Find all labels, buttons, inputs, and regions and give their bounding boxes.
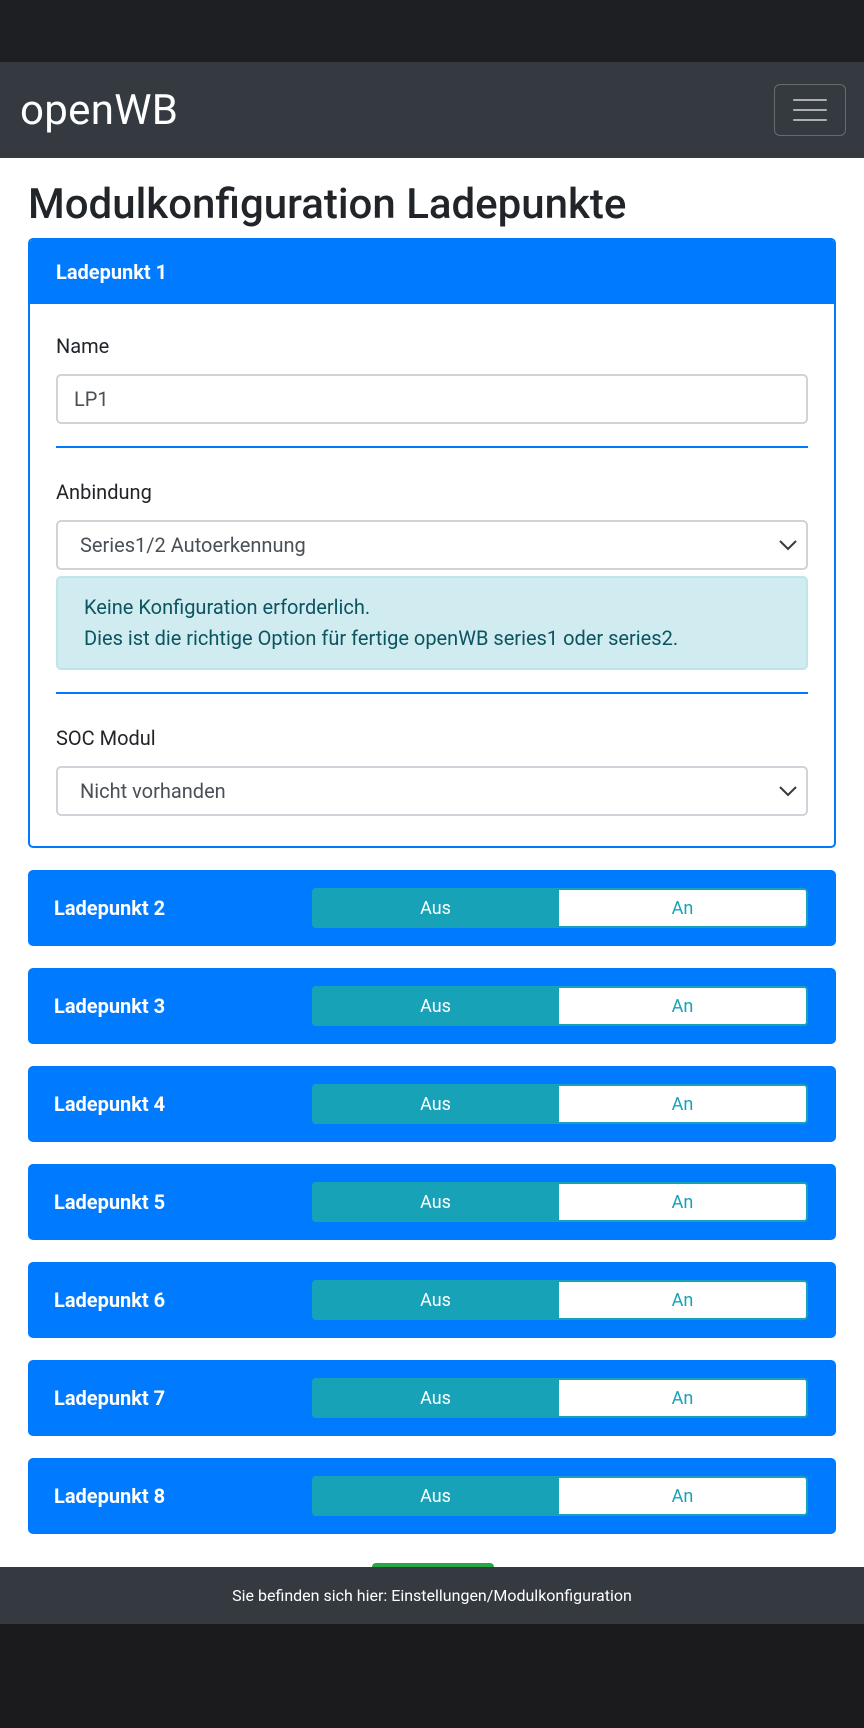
save-button[interactable] (372, 1563, 494, 1567)
chargepoint-title: Ladepunkt 3 (54, 994, 166, 1018)
hamburger-icon (793, 119, 827, 121)
chargepoint-card-body (30, 304, 834, 846)
soc-module-select[interactable] (56, 766, 808, 816)
chargepoint-card-4 (28, 1066, 836, 1142)
chargepoint-toggle (312, 986, 808, 1026)
chargepoint-title: Ladepunkt 4 (54, 1092, 166, 1116)
chargepoint-toggle (312, 1476, 808, 1516)
toggle-on-button[interactable]: An (559, 1378, 808, 1418)
breadcrumb: Sie befinden sich hier: Einstellungen/Modulkonfiguration (232, 1586, 632, 1605)
toggle-on-button[interactable]: An (559, 986, 808, 1026)
menu-toggle-button[interactable] (774, 84, 846, 136)
chargepoint-title: Ladepunkt 2 (54, 896, 166, 920)
toggle-on-button[interactable]: An (559, 1476, 808, 1516)
anbindung-selected-value: Series1/2 Autoerkennung (80, 533, 306, 557)
chargepoint-toggle (312, 1378, 808, 1418)
soc-module-label: SOC Modul (56, 726, 156, 750)
hamburger-icon (793, 99, 827, 101)
chargepoint-card-7 (28, 1360, 836, 1436)
hamburger-icon (793, 109, 827, 111)
brand-logo[interactable]: openWB (20, 85, 179, 135)
toggle-off-button[interactable]: Aus (312, 1476, 559, 1516)
system-status-bar (0, 0, 864, 62)
chargepoint-title: Ladepunkt 8 (54, 1484, 166, 1508)
navbar (0, 62, 864, 158)
breadcrumb-footer (0, 1567, 864, 1624)
chargepoint-card-6 (28, 1262, 836, 1338)
chargepoint-toggle (312, 1084, 808, 1124)
toggle-off-button[interactable]: Aus (312, 888, 559, 928)
toggle-on-button[interactable]: An (559, 1280, 808, 1320)
chargepoint-title: Ladepunkt 5 (54, 1190, 166, 1214)
name-label: Name (56, 334, 110, 358)
toggle-on-button[interactable]: An (559, 1182, 808, 1222)
toggle-on-button[interactable]: An (559, 888, 808, 928)
name-input[interactable]: LP1 (56, 374, 808, 424)
soc-module-selected-value: Nicht vorhanden (80, 779, 226, 803)
toggle-off-button[interactable]: Aus (312, 986, 559, 1026)
toggle-off-button[interactable]: Aus (312, 1280, 559, 1320)
info-alert (56, 576, 808, 670)
chargepoint-toggle (312, 1280, 808, 1320)
toggle-off-button[interactable]: Aus (312, 1378, 559, 1418)
page-title: Modulkonfiguration Ladepunkte (28, 180, 627, 229)
chargepoint-title: Ladepunkt 6 (54, 1288, 166, 1312)
chargepoint-card-3 (28, 968, 836, 1044)
anbindung-select[interactable] (56, 520, 808, 570)
chargepoint-toggle (312, 888, 808, 928)
chevron-down-icon (778, 785, 798, 797)
main-content (0, 158, 864, 1567)
divider (56, 692, 808, 694)
info-alert-line: Dies ist die richtige Option für fertige openWB series1 oder series2. (84, 626, 679, 650)
chevron-down-icon (778, 539, 798, 551)
chargepoint-card-1 (28, 238, 836, 848)
divider (56, 446, 808, 448)
chargepoint-toggle (312, 1182, 808, 1222)
chargepoint-card-header: Ladepunkt 1 (30, 240, 834, 304)
chargepoint-title: Ladepunkt 7 (54, 1386, 166, 1410)
toggle-on-button[interactable]: An (559, 1084, 808, 1124)
toggle-off-button[interactable]: Aus (312, 1084, 559, 1124)
chargepoint-card-2 (28, 870, 836, 946)
anbindung-label: Anbindung (56, 480, 152, 504)
chargepoint-card-5 (28, 1164, 836, 1240)
chargepoint-card-8 (28, 1458, 836, 1534)
toggle-off-button[interactable]: Aus (312, 1182, 559, 1222)
info-alert-line: Keine Konfiguration erforderlich. (84, 595, 371, 619)
